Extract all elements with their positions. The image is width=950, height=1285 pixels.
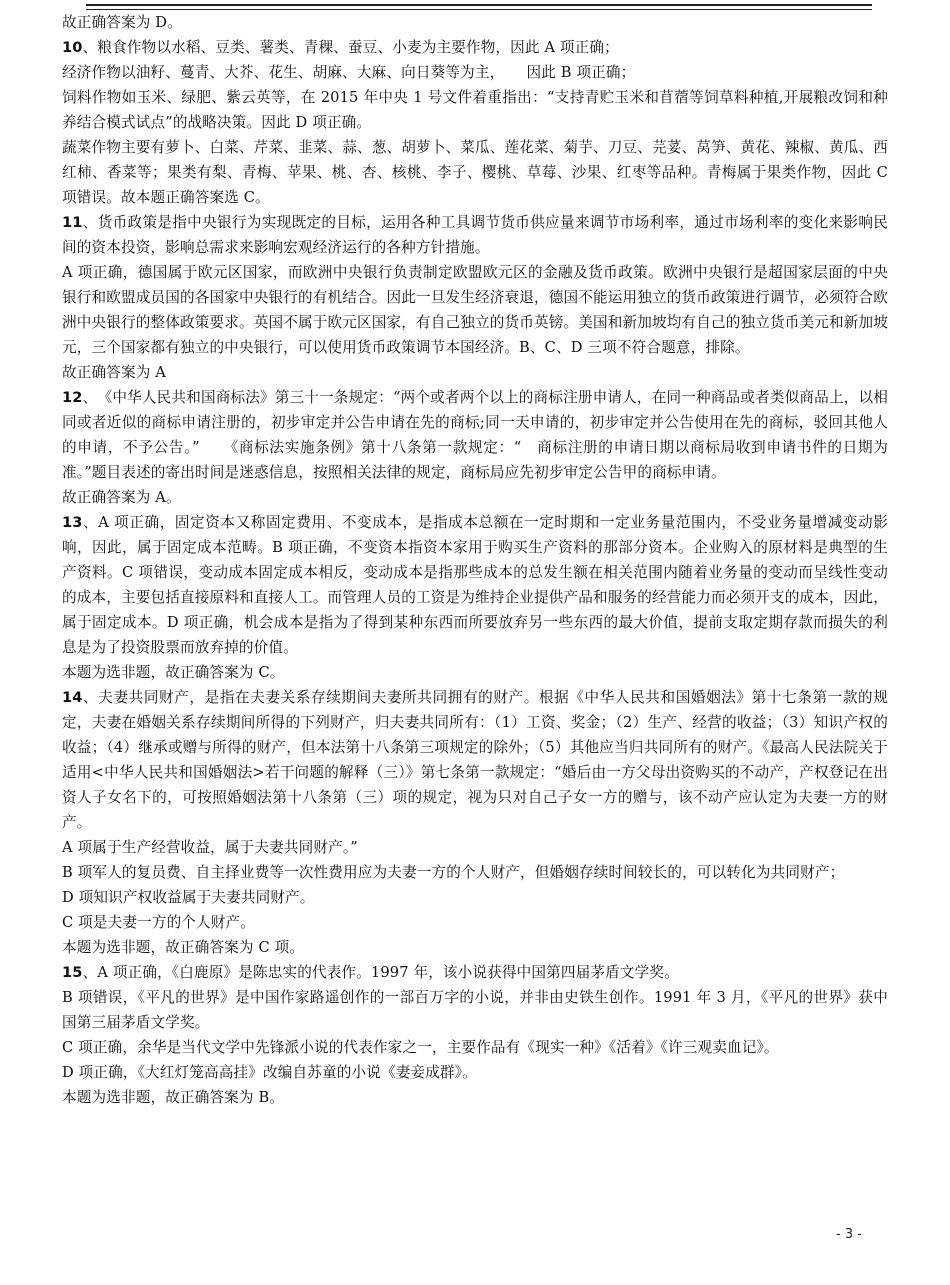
paragraph: 本题为选非题，故正确答案为 C。 [62, 664, 285, 681]
paragraph: 11、货币政策是指中央银行为实现既定的目标，运用各种工具调节货币供应量来调节市场利率，通过市场利率的变化来影响民间的资本投资，影响总需求来影响宏观经济运行的各种方针措施。 [62, 214, 888, 256]
paragraph: D 项知识产权收益属于夫妻共同财产。 [62, 889, 315, 906]
paragraph: B 项军人的复员费、自主择业费等一次性费用应为夫妻一方的个人财产，但婚姻存续时间较长的，可以转化为共同财产； [62, 864, 845, 881]
paragraph: 故正确答案为 A。 [62, 489, 181, 506]
paragraph: 饲料作物如玉米、绿肥、紫云英等，在 2015 年中央 1 号文件着重指出：“支持青贮玉米和苜蓿等饲草料种植,开展粮改饲和种养结合模式试点”的战略决策。因此 D 项正确。 [62, 89, 888, 131]
paragraph: 15、A 项正确，《白鹿原》是陈忠实的代表作。1997 年，该小说获得中国第四届茅盾文学奖。 [62, 964, 679, 981]
paragraph: A 项属于生产经营收益，属于夫妻共同财产。” [62, 839, 358, 856]
paragraph: 经济作物以油籽、蔓青、大芥、花生、胡麻、大麻、向日葵等为主， 因此 B 项正确； [62, 64, 636, 81]
paragraph: 10、粮食作物以水稻、豆类、薯类、青稞、蚕豆、小麦为主要作物，因此 A 项正确； [62, 39, 619, 56]
paragraph: A 项正确，德国属于欧元区国家，而欧洲中央银行负责制定欧盟欧元区的金融及货币政策。欧洲中央银行是超国家层面的中央银行和欧盟成员国的各国家中央银行的有机结合。因此一旦发生经济衰退，德国不能运用独立的货币政策进行调节，必须符合欧洲中央银行的整体政策要求。英国不属于欧元区国家，有自己独立的货币英镑。美国和新加坡均有自己的独立货币美元和新加坡元，三个国家都有独立的中央银行，可以使用货币政策调节本国经济。B、C、D 三项不符合题意，排除。 [62, 264, 888, 356]
paragraph: 本题为选非题，故正确答案为 B。 [62, 1089, 285, 1106]
paragraph: 蔬菜作物主要有萝卜、白菜、芹菜、韭菜、蒜、葱、胡萝卜、菜瓜、莲花菜、菊芋、刀豆、芫荽、莴笋、黄花、辣椒、黄瓜、西红柿、香菜等；果类有梨、青梅、苹果、桃、杏、核桃、李子、樱桃、草莓、沙果、红枣等品种。青梅属于果类作物，因此 C 项错误。故本题正确答案选 C。 [62, 139, 888, 206]
paragraph: C 项是夫妻一方的个人财产。 [62, 914, 256, 931]
header-rule-thick [86, 4, 872, 6]
paragraph: 12、 《中华人民共和国商标法》第三十一条规定：“两个或者两个以上的商标注册申请人，在同一种商品或者类似商品上，以相同或者近似的商标申请注册的，初步审定并公告申请在先的商标;同一天申请的，初步审定并公告使用在先的商标，驳回其他人的申请，不予公告。” 《商标法实施条例》第十八条第一款规定：“ 商标注册的申请日期以商标局收到申请书件的日期为准。”题目表述的寄出时间是迷惑信息，按照相关法律的规定，商标局应先初步审定公告甲的商标申请。 [62, 389, 888, 481]
paragraph: 13、A 项正确，固定资本又称固定费用、不变成本，是指成本总额在一定时期和一定业务量范围内，不受业务量增减变动影响，因此，属于固定成本范畴。B 项正确，不变资本指资本家用于购买生产资料的那部分资本。企业购入的原材料是典型的生产资料。C 项错误，变动成本固定成本相反，变动成本是指那些成本的总发生额在相关范围内随着业务量的变动而呈线性变动的成本，主要包括直接原料和直接人工。而管理人员的工资是为维持企业提供产品和服务的经营能力而必须开支的成本，因此，属于固定成本。D 项正确，机会成本是指为了得到某种东西而所要放弃另一些东西的最大价值，提前支取定期存款而损失的利息是为了投资股票而放弃掉的价值。 [62, 514, 888, 656]
paragraph: B 项错误，《平凡的世界》是中国作家路遥创作的一部百万字的小说，并非由史铁生创作。1991 年 3 月，《平凡的世界》获中国第三届茅盾文学奖。 [62, 989, 888, 1031]
answer-explanations [62, 10, 888, 1110]
paragraph: 故正确答案为 A [62, 364, 166, 381]
paragraph: 故正确答案为 D。 [62, 14, 182, 31]
paragraph: 14、夫妻共同财产，是指在夫妻关系存续期间夫妻所共同拥有的财产。根据《中华人民共和国婚姻法》第十七条第一款的规定，夫妻在婚姻关系存续期间所得的下列财产，归夫妻共同所有：（1）工资、奖金；（2）生产、经营的收益；（3）知识产权的收益；（4）继承或赠与所得的财产，但本法第十八条第三项规定的除外；（5）其他应当归共同所有的财产。《最高人民法院关于适用<中华人民共和国婚姻法>若干问题的解释（三）》第七条第一款规定：“婚后由一方父母出资购买的不动产，产权登记在出资人子女名下的，可按照婚姻法第十八条第（三）项的规定，视为只对自己子女一方的赠与，该不动产应认定为夫妻一方的财产。 [62, 689, 888, 831]
paragraph: 本题为选非题，故正确答案为 C 项。 [62, 939, 305, 956]
page-number: - 3 - [836, 1227, 862, 1242]
paragraph: C 项正确，余华是当代文学中先锋派小说的代表作家之一，主要作品有《现实一种》《活着》《许三观卖血记》。 [62, 1039, 779, 1056]
paragraph: D 项正确，《大红灯笼高高挂》改编自苏童的小说《妻妾成群》。 [62, 1064, 477, 1081]
